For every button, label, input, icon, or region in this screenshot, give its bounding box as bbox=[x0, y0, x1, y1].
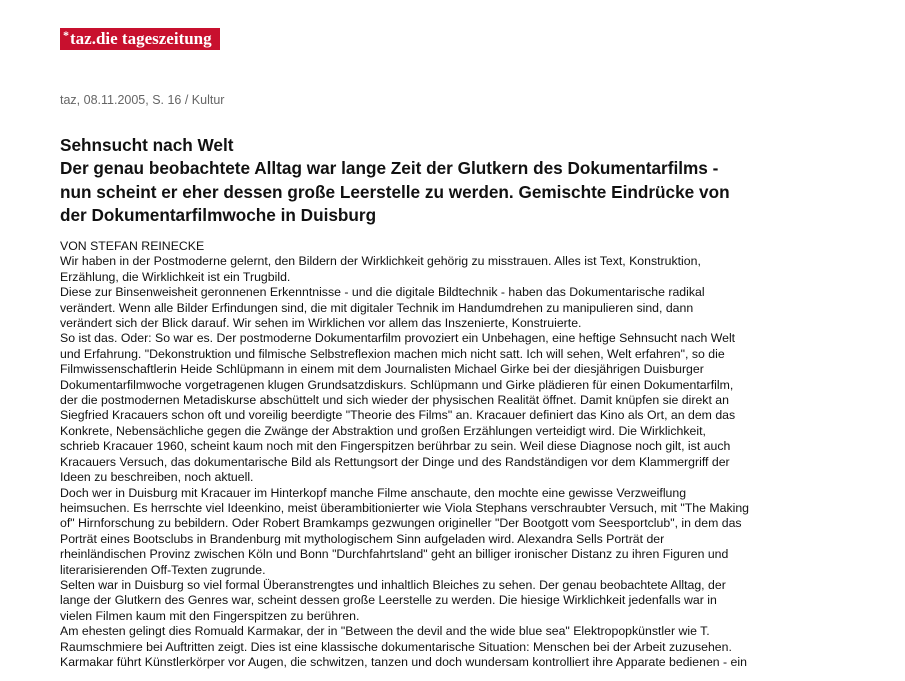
article-line: Diese zur Binsenweisheit geronnenen Erkenntnisse - und die digitale Bildtechnik - haben das Dokumentarische radikal bbox=[60, 285, 705, 300]
article-line: Porträt eines Bootsclubs in Brandenburg mit mythologischem Sinn aufgeladen wird. Alexandra Sells Porträt der bbox=[60, 531, 665, 546]
headline-title: Sehnsucht nach Welt bbox=[60, 135, 234, 155]
article-line: Ideen zu beschreiben, noch aktuell. bbox=[60, 470, 254, 485]
byline: VON STEFAN REINECKE bbox=[60, 239, 205, 253]
article-line: schrieb Kracauer 1960, scheint kaum noch mit den Fingerspitzen berührbar zu sein. Weil diese Diagnose noch gilt, ist auch bbox=[60, 439, 731, 454]
article-line: Filmwissenschaftlerin Heide Schlüpmann in einem mit dem Journalisten Michael Girke bei der diesjährigen Duisburger bbox=[60, 362, 704, 377]
article-line: Konkrete, Nebensächliche gegen die Zwänge der Abstraktion und großen Erzählungen verteidigt wird. Die Wirklichkeit, bbox=[60, 423, 706, 438]
logo-text: taz.die tageszeitung bbox=[70, 29, 212, 48]
article-line: Kracauers Versuch, das dokumentarische Bild als Rettungsort der Dinge und des Randständigen vor dem Klammergriff der bbox=[60, 454, 730, 469]
article-line: rheinländischen Provinz zwischen Köln und Bonn "Durchfahrtsland" geht an billiger ironischer Distanz zu ihren Figuren und bbox=[60, 547, 729, 562]
article-line: Raumschmiere bei Auftritten zeigt. Dies ist eine klassische dokumentarische Situation: Menschen bei der Arbeit zuzusehen. bbox=[60, 639, 732, 654]
article-line: lange der Glutkern des Genres war, scheint dessen große Leerstelle zu werden. Die hiesige Wirklichkeit jedenfalls war in bbox=[60, 593, 717, 608]
taz-logo[interactable] bbox=[60, 28, 220, 50]
article-line: of" Hirnforschung zu bebildern. Oder Robert Bramkamps gezwungen origineller "Der Bootgott vom Seesportclub", in dem das bbox=[60, 516, 742, 531]
article-line: literarisierenden Off-Texten zugrunde. bbox=[60, 562, 266, 577]
article-body bbox=[60, 239, 860, 670]
headline-subtitle-line: Der genau beobachtete Alltag war lange Zeit der Glutkern des Dokumentarfilms - bbox=[60, 158, 719, 179]
article-line: Doch wer in Duisburg mit Kracauer im Hinterkopf manche Filme anschaute, den mochte eine gewisse Verzweiflung bbox=[60, 485, 687, 500]
taz-paw-icon: * bbox=[63, 28, 69, 42]
article-line: Erzählung, die Wirklichkeit ist ein Trugbild. bbox=[60, 269, 291, 284]
headline-subtitle-line: nun scheint er eher dessen große Leerstelle zu werden. Gemischte Eindrücke von bbox=[60, 181, 730, 202]
article-line: Dokumentarfilmwoche vorgetragenen klugen Grundsatzdiskurs. Schlüpmann und Girke plädieren für einen Dokumentarfilm, bbox=[60, 377, 734, 392]
article-line: Selten war in Duisburg so viel formal Überanstrengtes und inhaltlich Bleiches zu sehen. Der genau beobachtete Alltag, der bbox=[60, 577, 726, 592]
article-line: Karmakar führt Künstlerkörper vor Augen, die schwitzen, tanzen und doch wundersam kontrolliert ihre Apparate bedienen - ein bbox=[60, 654, 747, 669]
article-headline bbox=[60, 134, 860, 228]
article-line: der die postmodernen Metadiskurse abschüttelt und sich wieder der physischen Realität öffnet. Damit knüpfen sie direkt an bbox=[60, 393, 729, 408]
article-line: verändert. Wenn alle Bilder Erfindungen sind, die mit digitaler Technik im Handumdrehen zu manipulieren sind, dann bbox=[60, 300, 694, 315]
article-line: und Erfahrung. "Dekonstruktion und filmische Selbstreflexion machen mich nicht satt. Ich will sehen, Welt erfahren", so die bbox=[60, 346, 725, 361]
headline-subtitle-line: der Dokumentarfilmwoche in Duisburg bbox=[60, 205, 377, 226]
article-line: So ist das. Oder: So war es. Der postmoderne Dokumentarfilm provoziert ein Unbehagen, eine heftige Sehnsucht nach Welt bbox=[60, 331, 736, 346]
article-line: Am ehesten gelingt dies Romuald Karmakar, der in "Between the devil and the wide blue sea" Elektropopkünstler wie T. bbox=[60, 624, 710, 639]
article-line: vielen Filmen kaum mit den Fingerspitzen zu berühren. bbox=[60, 608, 360, 623]
article-line: verändert sich der Blick darauf. Wir sehen im Wirklichen vor allem das Inszenierte, Konstruierte. bbox=[60, 316, 582, 331]
article-line: heimsuchen. Es herrschte viel Ideenkino, meist überambitionierter wie Viola Stephans verschraubter Versuch, mit "The Making bbox=[60, 500, 749, 515]
article-line: Wir haben in der Postmoderne gelernt, den Bildern der Wirklichkeit gehörig zu misstrauen. Alles ist Text, Konstruktion, bbox=[60, 254, 701, 269]
article-line: Siegfried Kracauers schon oft und voreilig beerdigte "Theorie des Films" an. Kracauer definiert das Kino als Ort, an dem das bbox=[60, 408, 736, 423]
dateline: taz, 08.11.2005, S. 16 / Kultur bbox=[60, 93, 225, 107]
